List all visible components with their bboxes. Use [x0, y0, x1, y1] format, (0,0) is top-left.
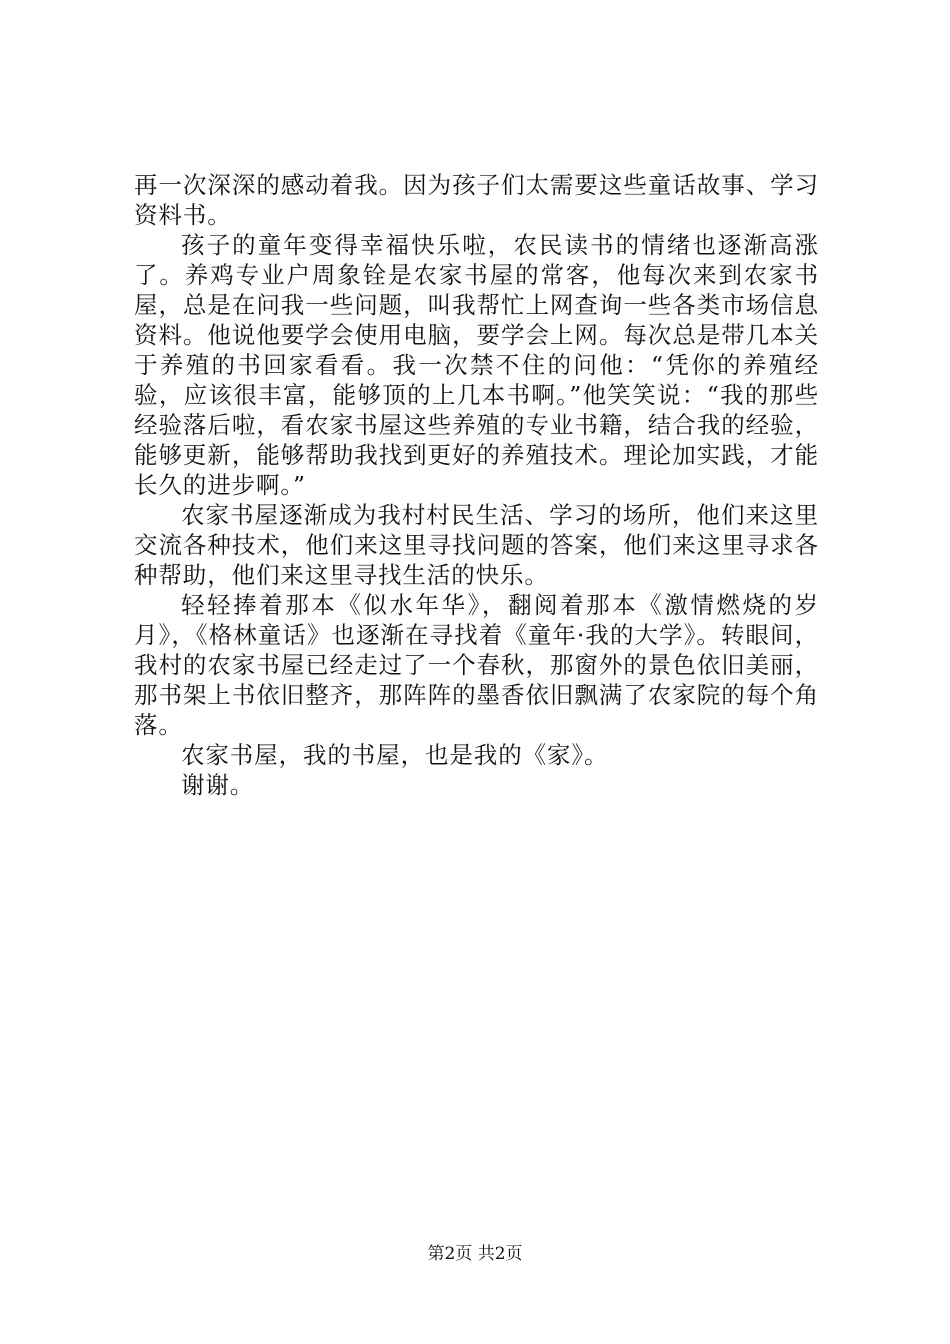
- paragraph-6: 谢谢。: [181, 771, 255, 799]
- paragraph-2: 孩子的童年变得幸福快乐啦，农民读书的情绪也逐渐高涨了。养鸡专业户周象铨是农家书屋的常客，他每次来到农家书屋，总是在问我一些问题，叫我帮忙上网查询一些各类市场信息资料。他说他要学会使用电脑，要学会上网。每次总是带几本关于养殖的书回家看看。我一次禁不住的问他：“凭你的养殖经验，应该很丰富，能够顶的上几本书啊。”他笑笑说：“我的那些经验落后啦，看农家书屋这些养殖的专业书籍，结合我的经验，能够更新，能够帮助我找到更好的养殖技术。理论加实践，才能长久的进步啊。”: [134, 231, 819, 499]
- page-footer: 第2页 共2页: [427, 1244, 523, 1264]
- paragraph-3: 农家书屋逐渐成为我村村民生活、学习的场所，他们来这里交流各种技术，他们来这里寻找问题的答案，他们来这里寻求各种帮助，他们来这里寻找生活的快乐。: [134, 501, 819, 589]
- document-body: [134, 170, 819, 800]
- paragraph-5: 农家书屋，我的书屋，也是我的《家》。: [181, 741, 609, 769]
- paragraph-1: 再一次深深的感动着我。因为孩子们太需要这些童话故事、学习资料书。: [134, 171, 819, 229]
- paragraph-4: 轻轻捧着那本《似水年华》，翻阅着那本《激情燃烧的岁月》，《格林童话》也逐渐在寻找着《童年·我的大学》。转眼间，我村的农家书屋已经走过了一个春秋，那窗外的景色依旧美丽，那书架上书依旧整齐，那阵阵的墨香依旧飘满了农家院的每个角落。: [134, 591, 819, 739]
